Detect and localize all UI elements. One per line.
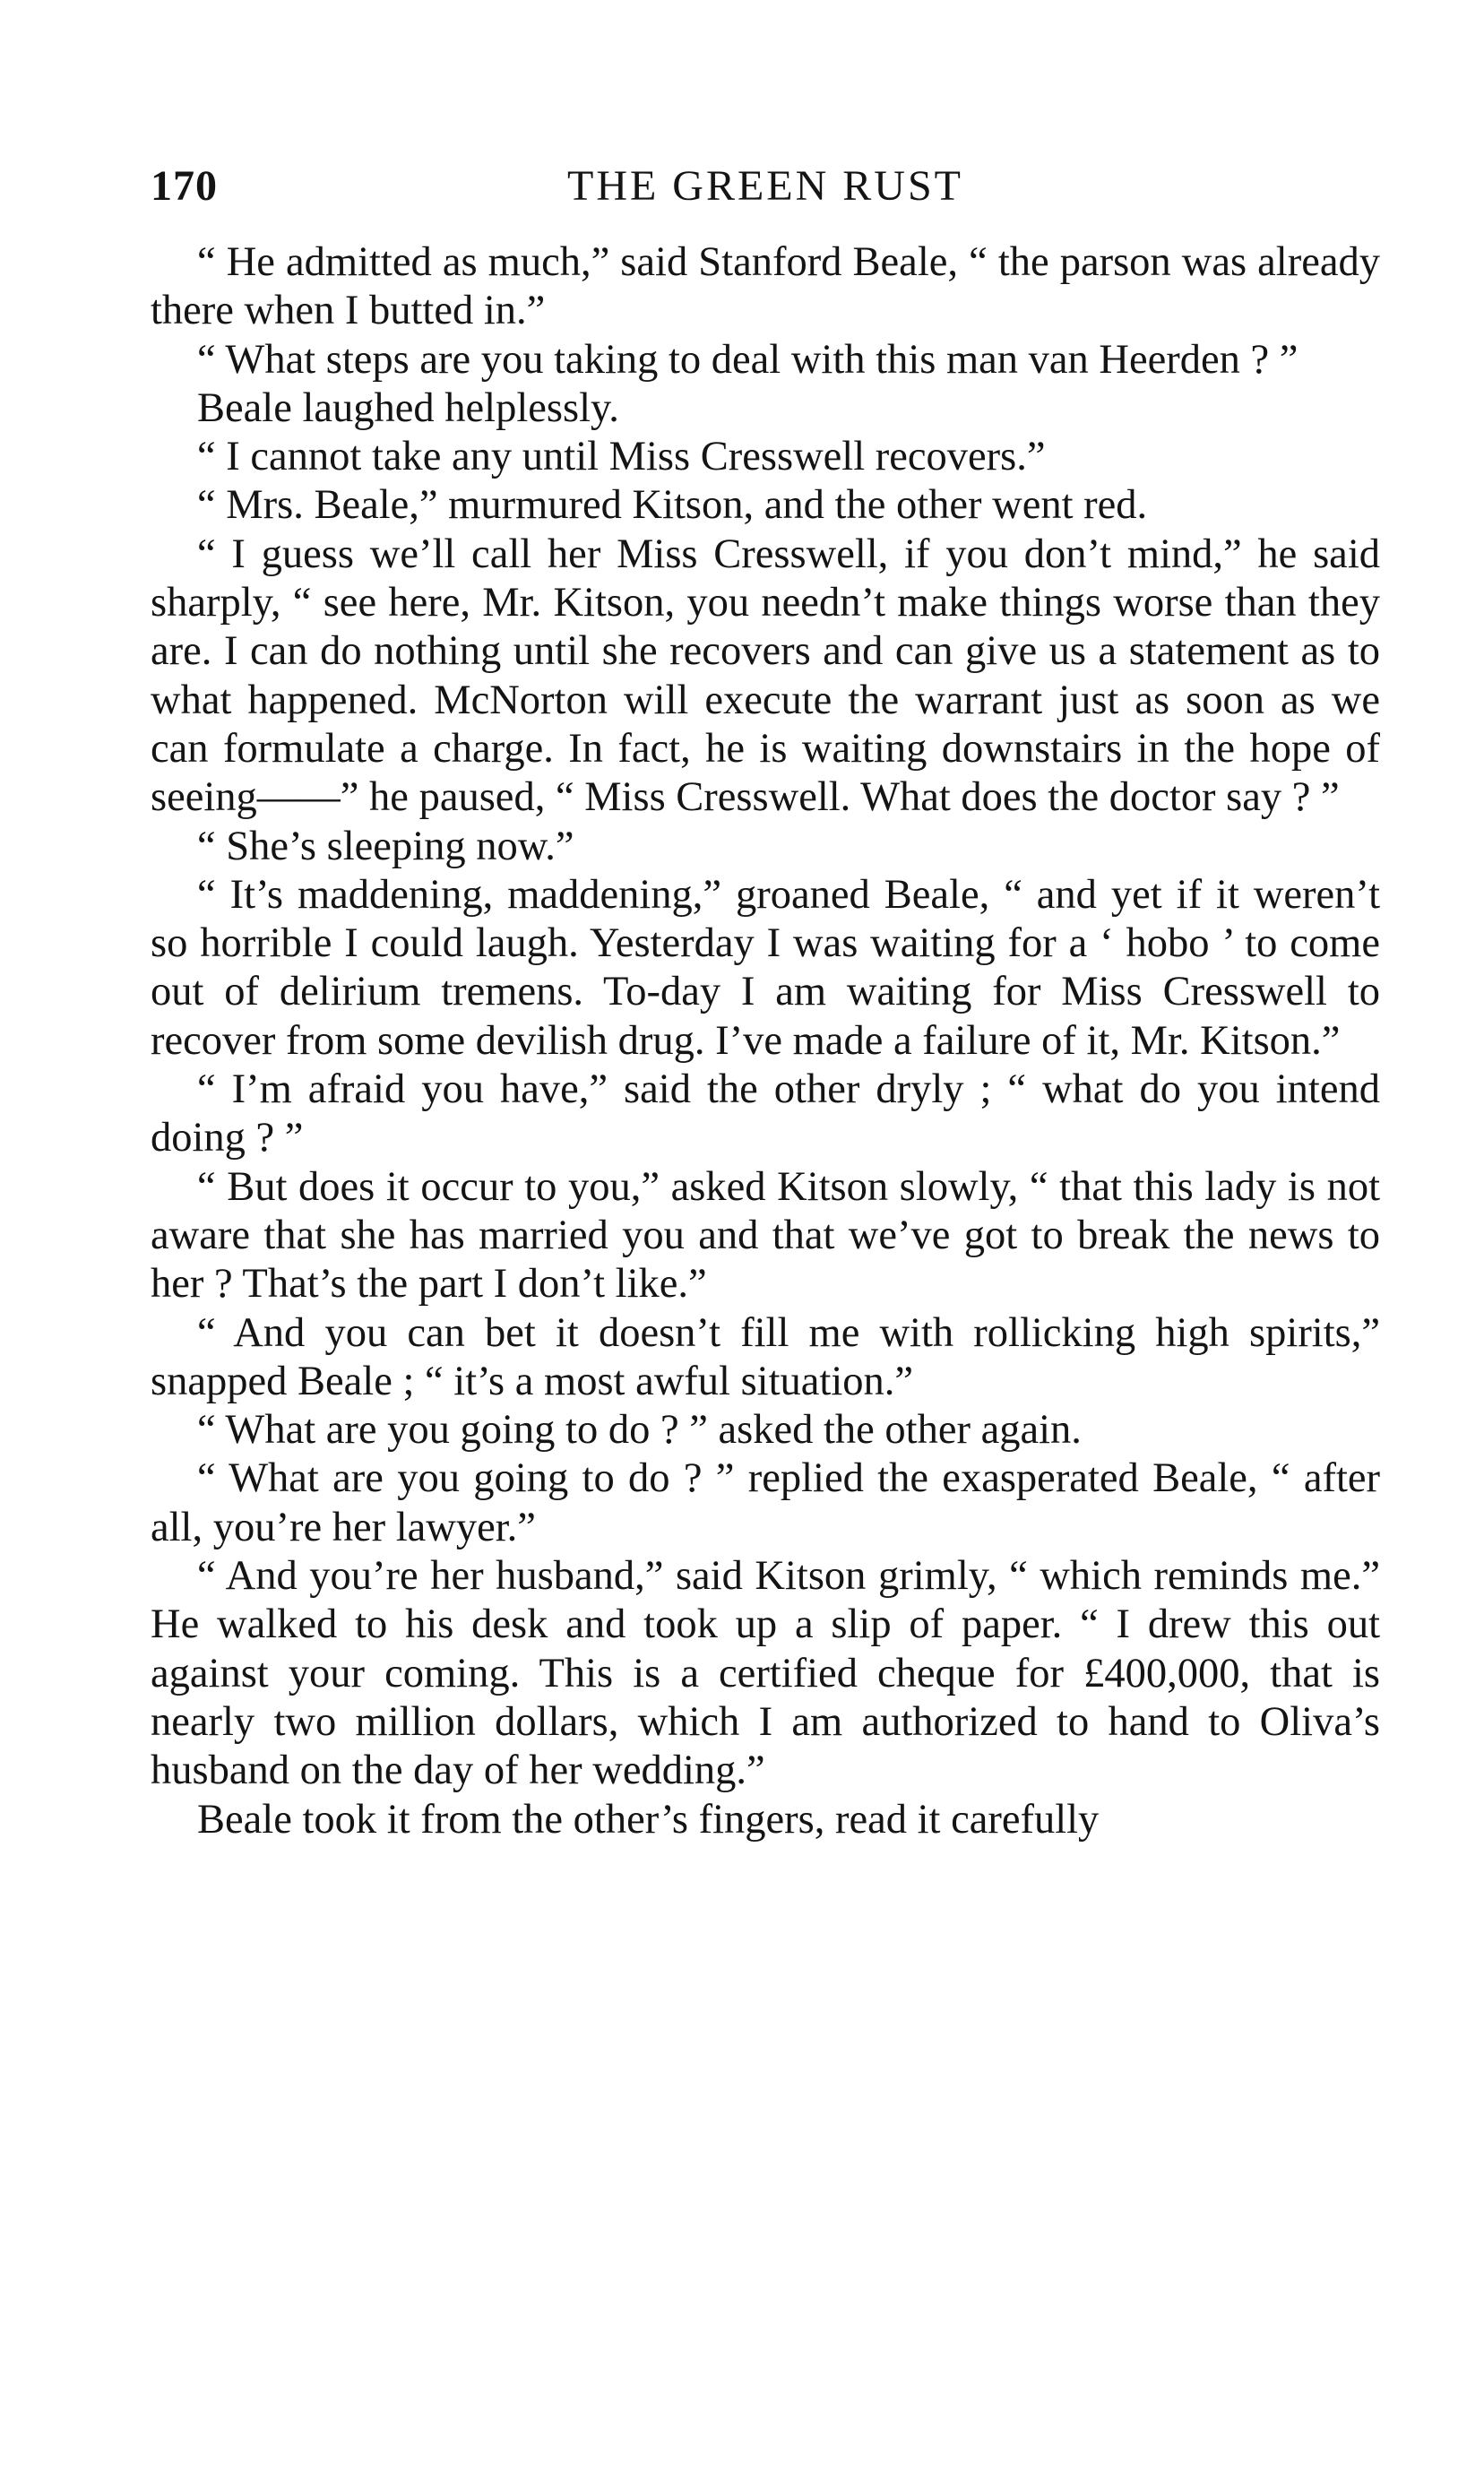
paragraph: “ She’s sleeping now.” <box>197 823 574 869</box>
paragraph: “ And you’re her husband,” said Kitson grimly, “ which reminds me.” He walked to his desk and took up a slip of paper. “ I drew this out against your coming. This is a certified cheque for £400,000, that is nearly two million dollars, which I am authorized to hand to Oliva’s husband on the day of her wedding.” <box>151 1553 1380 1794</box>
paragraph: “ What are you going to do ? ” asked the other again. <box>197 1407 1082 1454</box>
paragraph: “ But does it occur to you,” asked Kitson slowly, “ that this lady is not aware that she has married you and that we’ve got to break the news to her ? That’s the part I don’t like.” <box>151 1163 1380 1308</box>
paragraph: “ And you can bet it doesn’t fill me with rollicking high spirits,” snapped Beale ; “ it’s a most awful situation.” <box>151 1309 1380 1404</box>
paragraph: “ He admitted as much,” said Stanford Beale, “ the parson was already there when I butted in.” <box>151 239 1380 334</box>
paragraph: Beale laughed helplessly. <box>197 384 619 431</box>
paragraph: “ Mrs. Beale,” murmured Kitson, and the other went red. <box>197 482 1148 529</box>
body-text <box>151 238 1380 1844</box>
paragraph: “ What are you going to do ? ” replied the exasperated Beale, “ after all, you’re her lawyer.” <box>151 1455 1380 1550</box>
paragraph: Beale took it from the other’s fingers, read it carefully <box>197 1796 1100 1843</box>
paragraph: “ It’s maddening, maddening,” groaned Beale, “ and yet if it weren’t so horrible I could laugh. Yesterday I was waiting for a ‘ hobo ’ to come out of delirium tremens. To-day I am waiting for Miss Cresswell to recover from some devilish drug. I’ve made a failure of it, Mr. Kitson.” <box>151 871 1380 1064</box>
book-page <box>151 152 1380 1844</box>
paragraph: “ What steps are you taking to deal with this man van Heerden ? ” <box>197 336 1298 383</box>
paragraph: “ I’m afraid you have,” said the other dryly ; “ what do you intend doing ? ” <box>151 1066 1380 1161</box>
page-number: 170 <box>151 162 218 210</box>
paragraph: “ I cannot take any until Miss Cresswell recovers.” <box>197 434 1046 480</box>
running-head <box>151 152 1380 224</box>
book-title: THE GREEN RUST <box>567 162 963 210</box>
paragraph: “ I guess we’ll call her Miss Cresswell, if you don’t mind,” he said sharply, “ see here, Mr. Kitson, you needn’t make things worse than they are. I can do nothing until she recovers and can give us a statement as to what happened. McNorton will execute the warrant just as soon as we can formulate a charge. In fact, he is waiting downstairs in the hope of seeing——” he paused, “ Miss Cresswell. What does the doctor say ? ” <box>151 531 1380 821</box>
